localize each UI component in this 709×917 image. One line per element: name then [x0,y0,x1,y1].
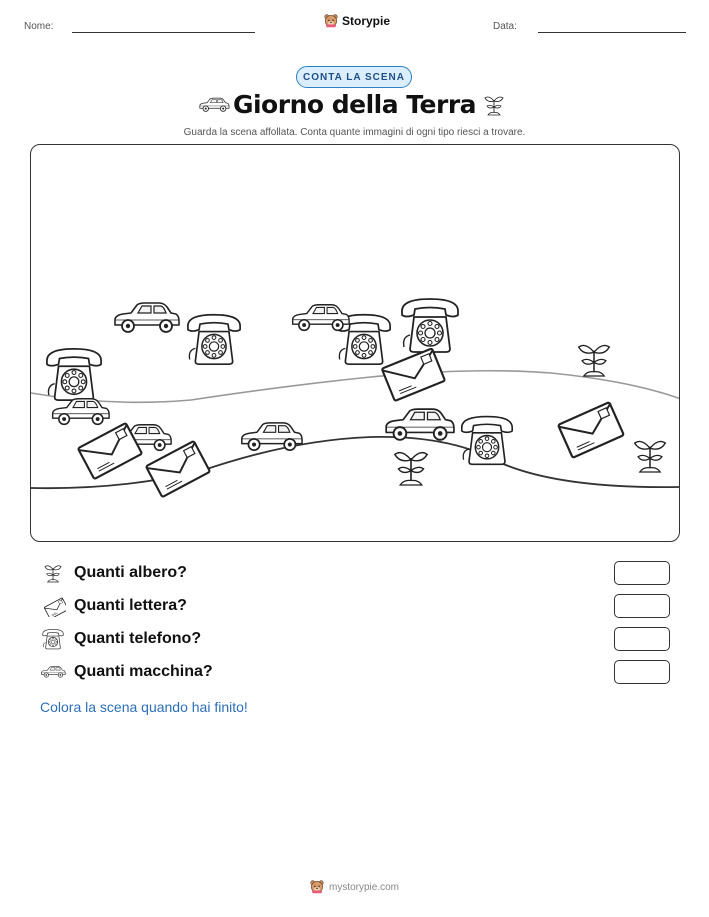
question-car-icon [40,660,66,684]
scene-telephone-icon [402,299,458,352]
question-text: Quanti lettera? [74,597,187,614]
bear-logo-icon [324,14,338,28]
question-row [40,658,670,686]
scene-envelope-icon [382,348,445,401]
answer-box-telefono[interactable] [614,627,670,651]
question-row [40,592,670,620]
scene-car-icon [53,399,109,425]
scene-car-icon [242,423,302,450]
worksheet-subtitle: Guarda la scena affollata. Conta quante immagini di ogni tipo riesci a trovare. [183,127,526,138]
scene-car-icon [115,303,179,332]
title-sprout-icon [484,94,504,116]
answer-box-albero[interactable] [614,561,670,585]
brand-name: Storypie [342,14,391,28]
question-row [40,559,670,587]
question-sprout-icon [40,561,66,585]
scene-telephone-icon [462,417,512,465]
brand-logo [324,14,390,28]
scene-telephone-icon [47,349,101,400]
activity-tag: CONTA LA SCENA [296,66,412,88]
question-text: Quanti albero? [74,564,187,581]
question-text: Quanti telefono? [74,630,202,647]
answer-box-lettera[interactable] [614,594,670,618]
scene-sprout-icon [579,345,610,376]
name-field[interactable] [72,32,255,33]
question-envelope-icon [40,594,66,618]
scene-telephone-icon [188,315,240,364]
scene-envelope-icon [558,402,624,458]
scene-car-icon [386,409,454,440]
bear-logo-icon [310,880,324,894]
footer [0,880,709,894]
scene-sprout-icon [635,441,666,472]
question-telephone-icon [40,627,66,651]
hill-line-upper [31,371,680,403]
scene-car-icon [293,305,349,331]
name-label: Nome: [24,21,54,32]
date-field[interactable] [538,32,686,33]
answer-box-macchina[interactable] [614,660,670,684]
date-label: Data: [493,21,517,32]
scene-drawing [31,145,680,542]
worksheet-title: Giorno della Terra [232,90,477,119]
counting-scene [30,144,680,542]
question-text: Quanti macchina? [74,663,213,680]
question-row [40,625,670,653]
footer-url[interactable]: mystorypie.com [328,881,399,893]
scene-sprout-icon [395,453,427,485]
coloring-instruction: Colora la scena quando hai finito! [40,699,248,715]
